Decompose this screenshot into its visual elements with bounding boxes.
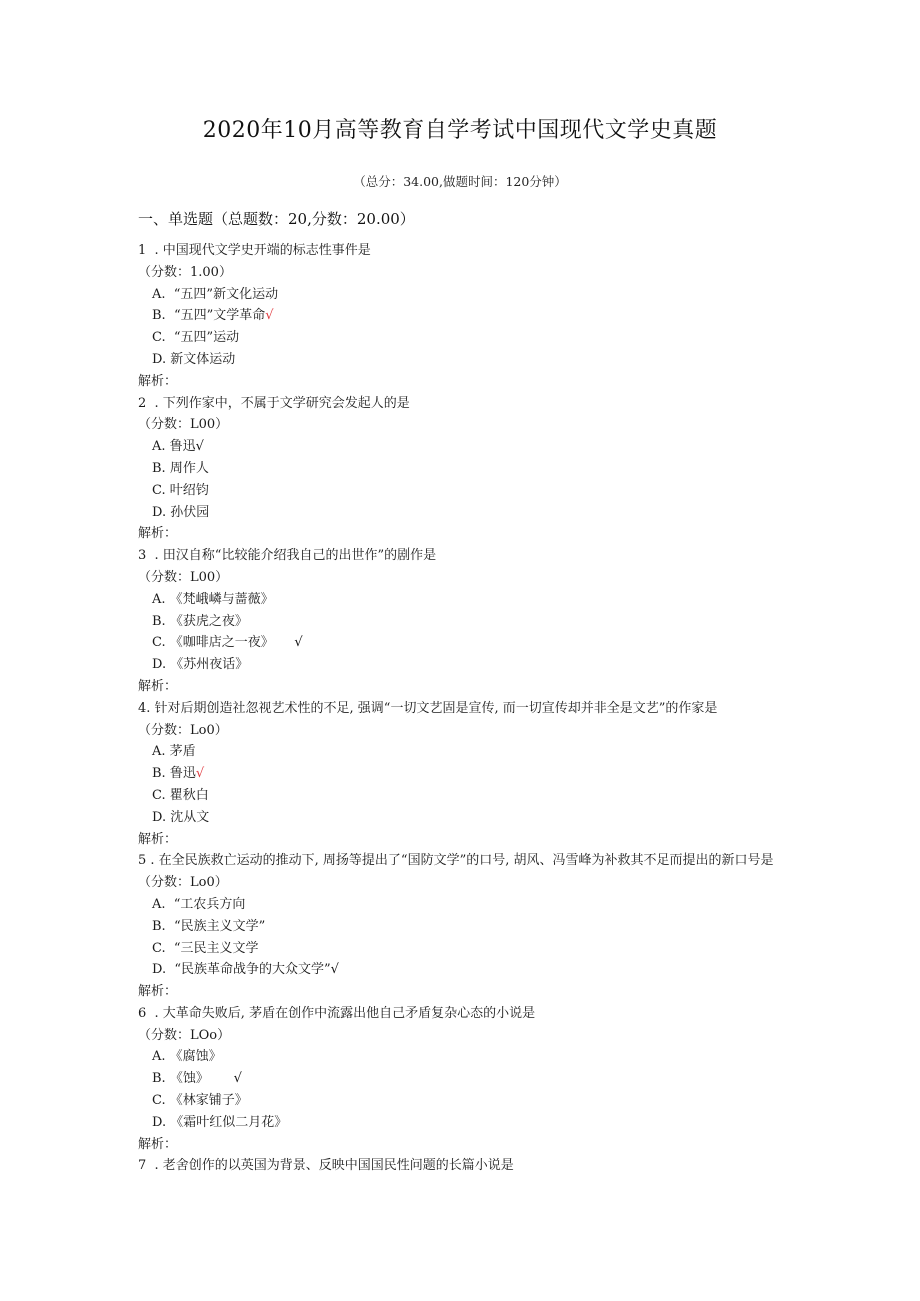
exam-meta: （总分：34.00,做题时间：120分钟） <box>353 174 567 189</box>
question-stem: 4. 针对后期创造社忽视艺术性的不足, 强调“一切文艺固是宣传, 而一切宣传却并非全是文艺”的作家是 <box>138 700 718 716</box>
option-b: B. “五四”文学革命√ <box>152 308 274 324</box>
question-stem: 1 . 中国现代文学史开端的标志性事件是 <box>138 243 371 258</box>
option-b: B. 周作人 <box>152 460 209 476</box>
option-c: C. 《咖啡店之一夜》 √ <box>152 635 303 651</box>
question-list <box>138 240 798 1177</box>
option-d: D. 沈从文 <box>152 809 210 825</box>
question-score: （分数：LOo） <box>138 1027 231 1043</box>
question-score: （分数：Lo0） <box>138 875 228 891</box>
question-stem: 7 . 老舍创作的以英国为背景、反映中国国民性问题的长篇小说是 <box>138 1158 514 1174</box>
question-stem: 2 . 下列作家中，不属于文学研究会发起人的是 <box>138 395 410 411</box>
option-a: A. “工农兵方向 <box>152 896 246 912</box>
option-c: C. “五四”运动 <box>152 330 240 346</box>
option-b: B. 《蚀》 √ <box>152 1071 242 1087</box>
option-d: D. 新文体运动 <box>152 351 236 367</box>
analysis-label: 解析： <box>138 1136 178 1152</box>
question-score: （分数：Lo0） <box>138 722 228 738</box>
option-b: B. 《获虎之夜》 <box>152 613 248 629</box>
option-a: A. 《梵峨嶙与蔷薇》 <box>152 591 274 607</box>
option-a: A. 《腐蚀》 <box>152 1049 222 1065</box>
question-stem: 6 . 大革命失败后, 茅盾在创作中流露出他自己矛盾复杂心态的小说是 <box>138 1005 536 1021</box>
correct-mark: √ <box>195 766 205 782</box>
option-a: A. 鲁迅√ <box>152 439 204 455</box>
option-a: A. 茅盾 <box>152 744 196 760</box>
correct-mark: √ <box>294 635 303 651</box>
question-stem: 3 . 田汉自称“比较能介绍我自己的出世作”的剧作是 <box>138 548 437 564</box>
analysis-label: 解析： <box>138 831 178 847</box>
question-score: （分数：L00） <box>138 417 229 433</box>
option-d: D. “民族革命战争的大众文学”√ <box>152 962 339 978</box>
option-b: B. 鲁迅√ <box>152 766 205 782</box>
option-c: C. “三民主义文学 <box>152 940 259 956</box>
option-a: A. “五四”新文化运动 <box>152 286 279 302</box>
option-b: B. “民族主义文学” <box>152 918 266 934</box>
analysis-label: 解析： <box>138 373 178 389</box>
option-d: D. 《苏州夜话》 <box>152 657 249 673</box>
correct-mark: √ <box>233 1071 242 1087</box>
analysis-label: 解析： <box>138 526 178 542</box>
option-d: D. 孙伏园 <box>152 504 210 520</box>
analysis-label: 解析： <box>138 678 178 694</box>
analysis-label: 解析： <box>138 984 178 1000</box>
question-stem: 5 . 在全民族救亡运动的推动下, 周扬等提出了“国防文学”的口号, 胡风、冯雪峰为补救其不足而提出的新口号是 <box>138 853 774 869</box>
option-c: C. 《林家铺子》 <box>152 1093 248 1109</box>
correct-mark: √ <box>195 439 204 455</box>
option-d: D. 《霜叶红似二月花》 <box>152 1114 288 1130</box>
correct-mark: √ <box>330 962 339 978</box>
correct-mark: √ <box>265 308 274 324</box>
document-title: 2020年10月高等教育自学考试中国现代文学史真题 <box>202 118 718 143</box>
option-c: C. 叶绍钧 <box>152 482 209 498</box>
option-c: C. 瞿秋白 <box>152 787 209 803</box>
section-heading: 一、单选题（总题数：20,分数：20.00） <box>138 210 415 228</box>
question-score: （分数：1.00） <box>138 264 232 280</box>
question-score: （分数：L00） <box>138 569 229 585</box>
